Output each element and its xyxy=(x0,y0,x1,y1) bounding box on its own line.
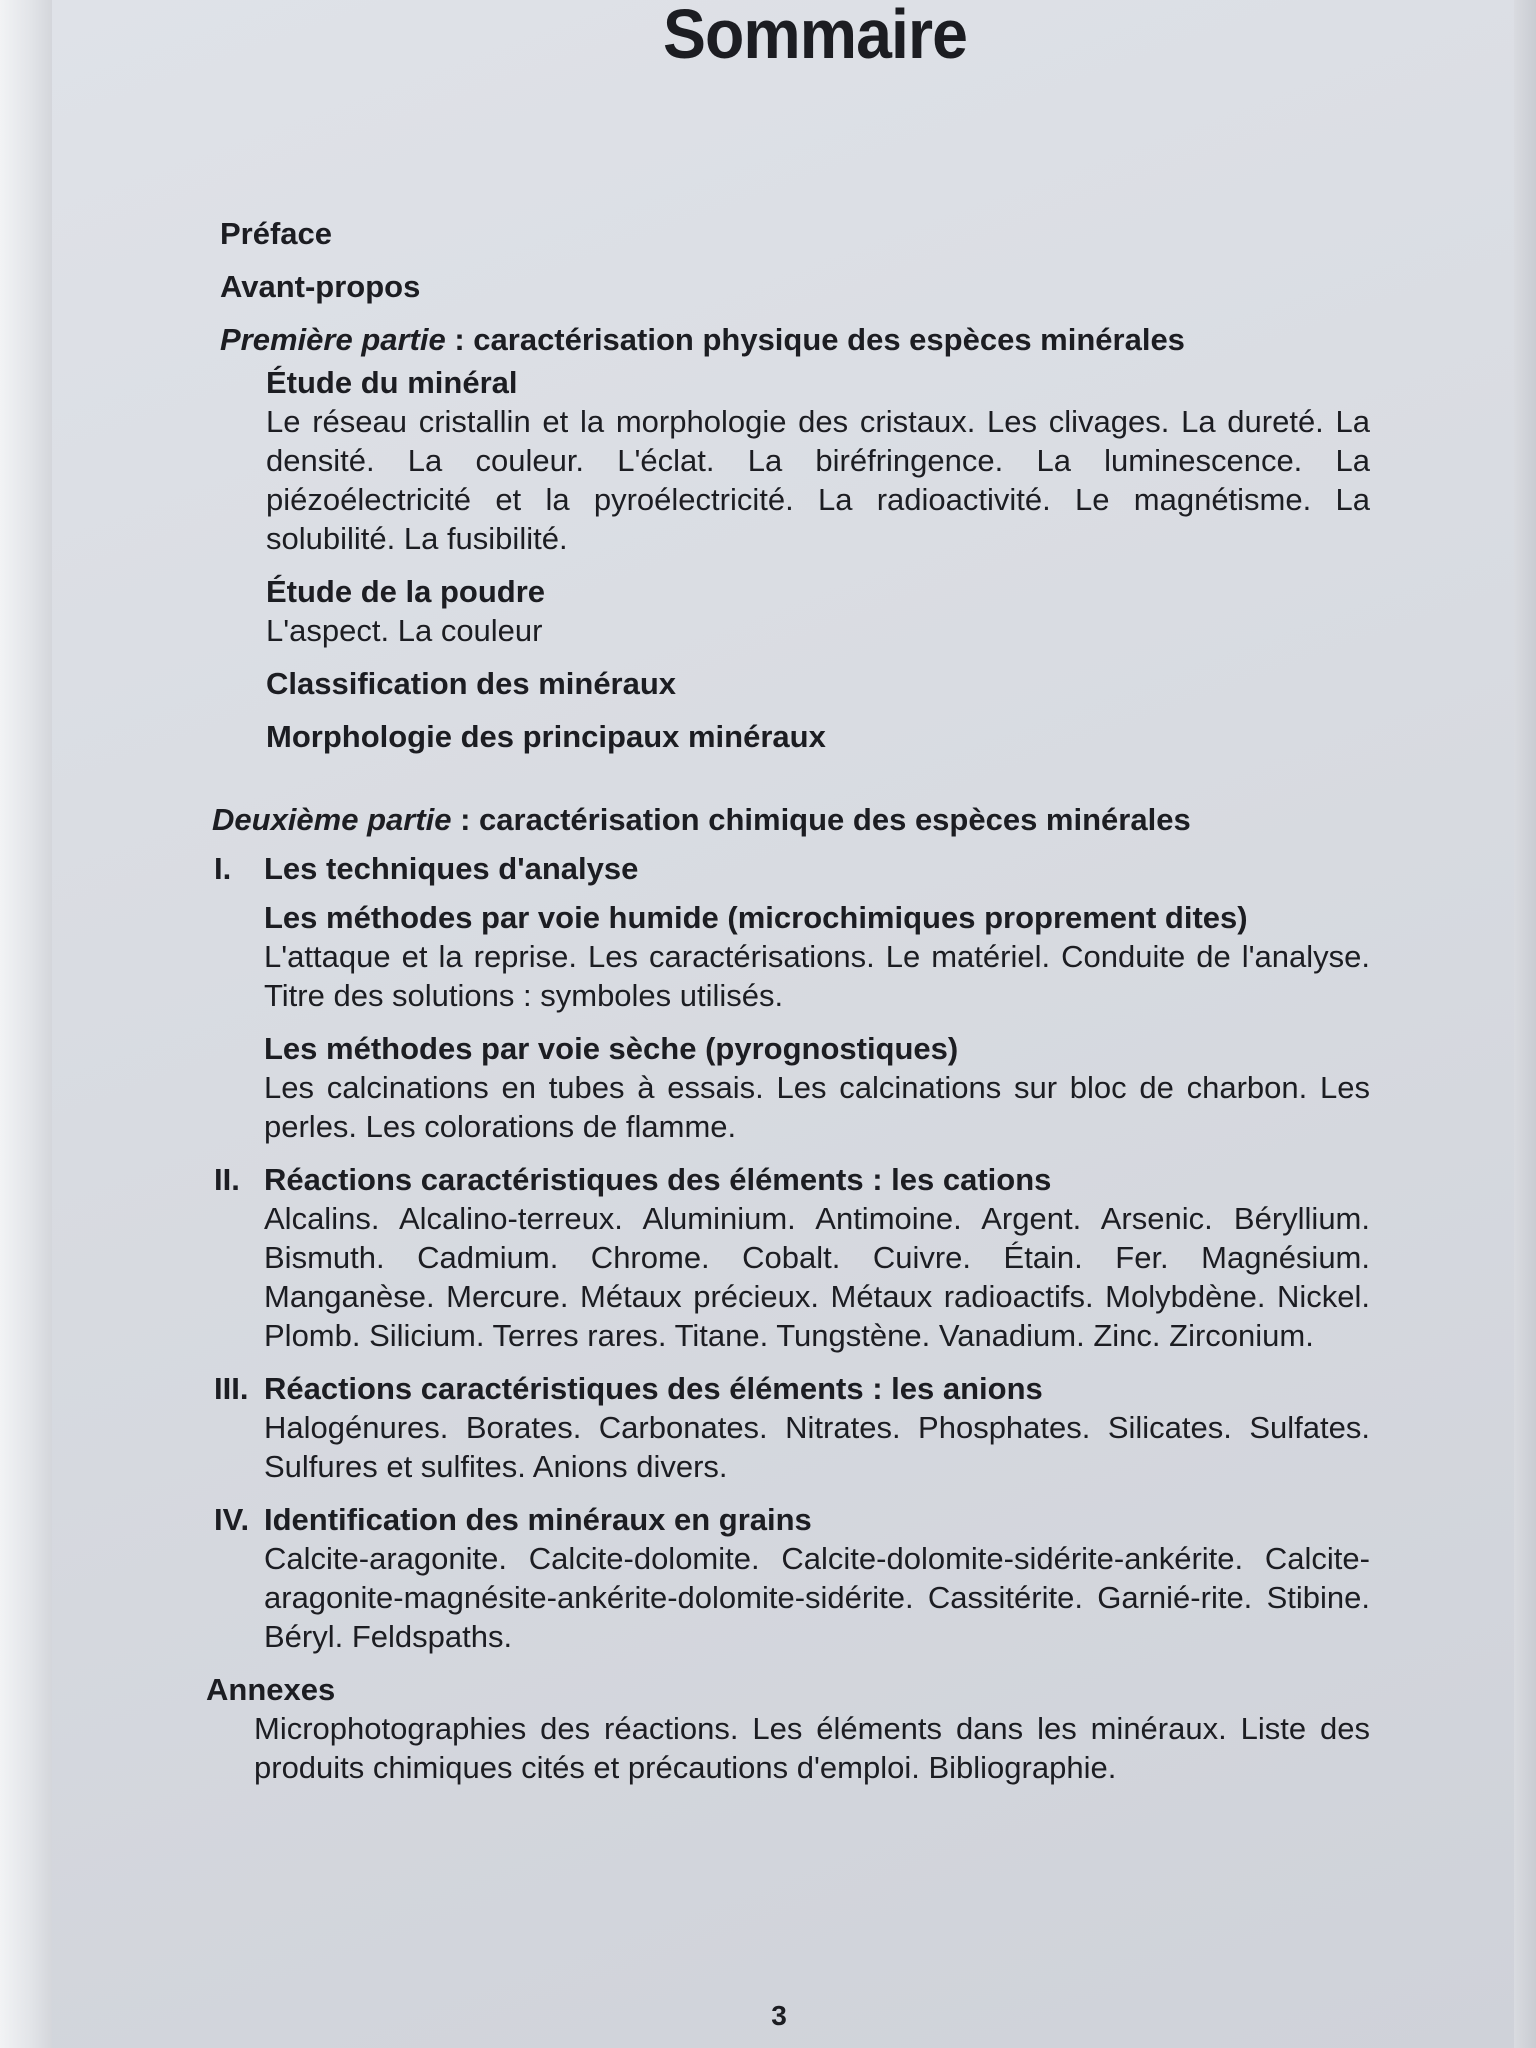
chapter-title: Les techniques d'analyse xyxy=(264,851,639,886)
chapter-heading xyxy=(214,1160,1370,1199)
annexes-body: Microphotographies des réactions. Les éléments dans les minéraux. Liste des produits chimiques cités et précautions d'emploi. Bibliographie. xyxy=(254,1711,1370,1785)
chapter-heading xyxy=(214,1369,1370,1408)
toc-entry-preface: Préface xyxy=(220,216,333,251)
part-one-title: : caractérisation physique des espèces minérales xyxy=(445,322,1185,357)
subsection-body: L'attaque et la reprise. Les caractérisations. Le matériel. Conduite de l'analyse. Titre des solutions : symboles utilisés. xyxy=(264,939,1370,1013)
section-title: Étude du minéral xyxy=(266,365,518,400)
chapter-body: Halogénures. Borates. Carbonates. Nitrates. Phosphates. Silicates. Sulfates. Sulfures et sulfites. Anions divers. xyxy=(264,1410,1370,1484)
part-two-title: : caractérisation chimique des espèces minérales xyxy=(451,802,1191,837)
chapter-1 xyxy=(214,849,1370,1146)
section-title: Étude de la poudre xyxy=(266,574,546,609)
chapter-title: Identification des minéraux en grains xyxy=(264,1502,812,1537)
part-one-sections xyxy=(266,363,1370,756)
annexes-title: Annexes xyxy=(206,1672,336,1707)
section-title: Classification des minéraux xyxy=(266,666,677,701)
chapter-title: Réactions caractéristiques des éléments : les anions xyxy=(264,1371,1043,1406)
chapter-4 xyxy=(214,1500,1370,1656)
part-one-label: Première partie xyxy=(220,322,446,357)
subsection-body: Les calcinations en tubes à essais. Les calcinations sur bloc de charbon. Les perles. Les colorations de flamme. xyxy=(264,1070,1370,1144)
facing-page-edge xyxy=(0,0,52,2048)
chapter-numeral: IV. xyxy=(214,1502,250,1537)
section-body: L'aspect. La couleur xyxy=(266,613,543,648)
part-two-label: Deuxième partie xyxy=(212,802,452,837)
chapter-subsection xyxy=(264,898,1370,1146)
section-title: Morphologie des principaux minéraux xyxy=(266,719,826,754)
chapter-heading xyxy=(214,849,1370,888)
subsection-title: Les méthodes par voie humide (microchimiques proprement dites) xyxy=(264,900,1248,935)
section-body: Le réseau cristallin et la morphologie des cristaux. Les clivages. La dureté. La densité. La couleur. L'éclat. La biréfringence. La luminescence. La piézoélectricité et la pyroélectricité. La radioactivité. Le magnétisme. La solubilité. La fusibilité. xyxy=(266,404,1370,556)
chapter-body: Alcalins. Alcalino-terreux. Aluminium. Antimoine. Argent. Arsenic. Béryllium. Bismuth. Cadmium. Chrome. Cobalt. Cuivre. Étain. Fer. Magnésium. Manganèse. Mercure. Métaux précieux. Métaux radioactifs. Molybdène. Nickel. Plomb. Silicium. Terres rares. Titane. Tungstène. Vanadium. Zinc. Zirconium. xyxy=(264,1201,1370,1353)
page-number: 3 xyxy=(771,2000,787,2031)
chapter-body: Calcite-aragonite. Calcite-dolomite. Calcite-dolomite-sidérite-ankérite. Calcite-aragonite-magnésite-ankérite-dolomite-sidérite. Cassitérite. Garnié-rite. Stibine. Béryl. Feldspaths. xyxy=(264,1541,1370,1654)
book-page xyxy=(52,0,1514,2048)
table-of-contents xyxy=(206,214,1370,1787)
chapter-numeral: III. xyxy=(214,1371,249,1406)
chapter-heading xyxy=(214,1500,1370,1539)
part-two-heading xyxy=(212,800,1370,839)
page-stack-edge xyxy=(1514,0,1536,2048)
annexes-section xyxy=(206,1670,1370,1787)
subsection-title: Les méthodes par voie sèche (pyrognostiques) xyxy=(264,1031,959,1066)
chapter-3 xyxy=(214,1369,1370,1486)
part-one-heading xyxy=(220,320,1370,359)
page-title: Sommaire xyxy=(662,0,968,73)
chapter-2 xyxy=(214,1160,1370,1355)
chapter-numeral: I. xyxy=(214,851,232,886)
chapter-title: Réactions caractéristiques des éléments : les cations xyxy=(264,1162,1052,1197)
chapter-numeral: II. xyxy=(214,1162,240,1197)
toc-entry-avant-propos: Avant-propos xyxy=(220,269,421,304)
